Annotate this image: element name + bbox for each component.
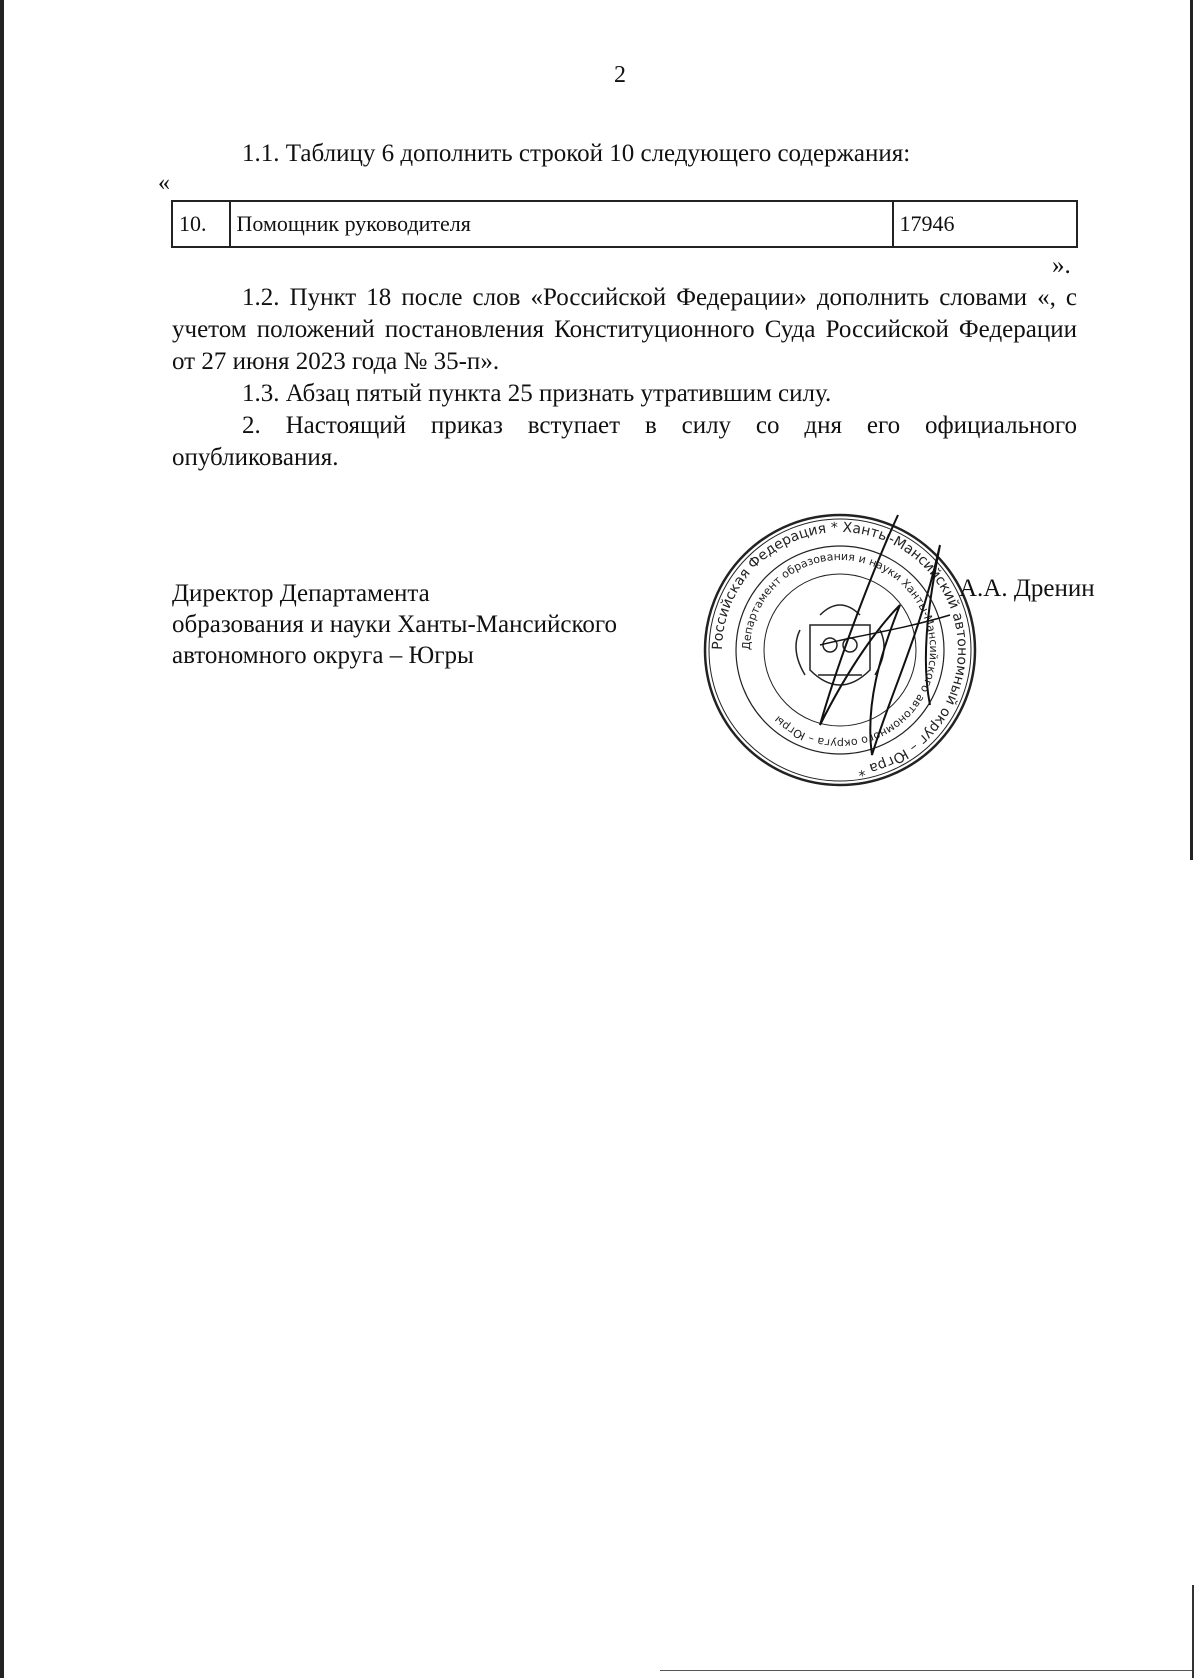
signatory-title (172, 578, 617, 671)
scan-bottom-line (660, 1670, 1192, 1671)
quote-open-mark: « (158, 170, 170, 196)
seal-outer-text: Российская Федерация * Ханты-Мансийский автономный округ – Югра * (709, 519, 971, 779)
handwritten-signature (780, 505, 980, 765)
signatory-title-line-1: Директор Департамента (172, 580, 430, 607)
position-cell: Помощник руководителя (230, 201, 893, 247)
signatory-title-line-3: автономного округа – Югры (172, 642, 474, 669)
scan-border-right-bottom (1192, 1585, 1194, 1678)
row-number-cell: 10. (172, 201, 230, 247)
paragraph-1-2: 1.2. Пункт 18 после слов «Российской Федерации» дополнить словами «, с учетом положений постановления Конституционного Суда Российской Федерации от 27 июня 2023 года № 35-п». (172, 284, 1077, 375)
scan-border-left (0, 0, 4, 1678)
table-row (172, 201, 1077, 247)
quote-close-mark: ». (1052, 252, 1071, 279)
scan-border-right (1190, 0, 1193, 860)
amount-cell: 17946 (893, 201, 1077, 247)
inserted-table-row (171, 200, 1078, 248)
page-number: 2 (614, 62, 626, 88)
paragraph-2: 2. Настоящий приказ вступает в силу со дня его официального опубликования. (172, 412, 1077, 471)
paragraph-1-3: 1.3. Абзац пятый пункта 25 признать утратившим силу. (242, 380, 832, 407)
seal-inner-text: Департамент образования и науки Ханты-Мансийского автономного округа – Югры (739, 549, 941, 751)
signatory-name: А.А. Дренин (959, 575, 1095, 602)
signatory-title-line-2: образования и науки Ханты-Мансийского (172, 611, 617, 638)
paragraph-1-1-text: 1.1. Таблицу 6 дополнить строкой 10 следующего содержания: (242, 140, 911, 167)
paragraph-1-1 (172, 138, 1077, 170)
